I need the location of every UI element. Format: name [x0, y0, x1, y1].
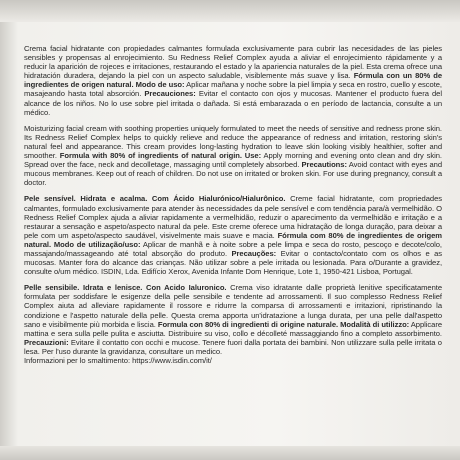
- paragraph-english: [24, 124, 442, 188]
- label-text-block: [24, 44, 442, 372]
- bold-span: Precauções:: [231, 248, 277, 258]
- text-span: Crema facial hidratante con propiedades calmantes formulada exclusivamente para cubrir las necesidades de las pieles sensibles y propensas al enrojecimiento. Su Redness Relief Complex ayuda a aliviar el enrojecimiento rápidamente y a reducir la aparición de rojeces e irritaciones, restaurando el estado y la apariencia naturales de la piel. Esta crema ofrece una hidratación duradera, dejando la piel con un aspecto saludable, visiblemente más suave y lisa.: [24, 44, 442, 81]
- bold-span: Precautions:: [301, 160, 347, 170]
- text-span: Evitare il contatto con occhi e mucose. Tenere fuori dalla portata dei bambini. Non utilizzare sulla pelle irritata o lesa. Per l'uso durante la gravidanza, consultare un medico.: [24, 337, 442, 356]
- text-span: Crema viso idratante dalle proprietà lenitive specificatamente formulata per soddisfare le esigenze della pelle sensibile e tendente ad arrossamenti. Il suo complesso Redness Relief Complex aiuta ad alleviare rapidamente il rossore e ridurre la comparsa di arrossamenti e irritazioni, ripristinando la condizione e l'aspetto naturale della pelle. Questa crema apporta un'idratazione a lunga durata, per una pelle dall'aspetto sano e visibilmente più morbida e liscia.: [24, 283, 442, 329]
- paragraph-italian: [24, 283, 442, 365]
- text-span: Apply morning and evening onto clean and dry skin. Spread over the face, neck and decolletage, massaging until completely absorbed.: [24, 151, 442, 170]
- text-span: Evitar el contacto con ojos y mucosas. Mantener el producto fuera del alcance de los niños. No lo use sobre piel irritada o dañada. Si está embarazada o en período de lactancia, consulte a un médico.: [24, 89, 442, 117]
- bold-span: Precauciones:: [144, 89, 196, 99]
- bold-span: Formula with 80% of ingredients of natural origin. Use:: [59, 151, 262, 161]
- text-span: Moisturizing facial cream with soothing properties uniquely formulated to meet the needs of sensitive and redness prone skin. Its Redness Relief Complex helps to quickly relieve and reduce the appearance of redness and irritation, restoring skin's natural feel and appearance. This cream provides long-lasting hydration to leave skin looking visibly healthier, softer and smoother.: [24, 123, 442, 161]
- bold-span: Pelle sensibile. Idrata e lenisce. Con Acido Ialuronico.: [24, 283, 227, 293]
- bold-span: Precauzioni:: [24, 337, 69, 347]
- bold-span: Fórmula com 80% de ingredientes de origem natural. Modo de utilização/uso:: [24, 230, 442, 249]
- paragraph-portuguese: [24, 194, 442, 276]
- text-span: Aplicar de manhã e à noite sobre a pele limpa e seca do rosto, pescoço e decote/colo, massajando/massageando até total absorção do produto.: [24, 239, 442, 258]
- text-span: Applicare mattina e sera sulla pelle pulita e asciutta. Distribuire su viso, collo e décolleté massaggiando fino a completo assorbimento.: [24, 319, 442, 338]
- bold-span: Formula con 80% di ingredienti di origine naturale. Modalità di utilizzo:: [157, 319, 410, 329]
- text-span: Creme facial hidratante, com propriedades calmantes, formulado exclusivamente para atender às necessidades da pele sensível e com tendência para/à vermelhidão. O Redness Relief Complex ajuda a aliviar rapidamente a vermelhidão, reduzir o aparecimento da vermelhidão e irritação e a restaurar a sensação e aspeto/aspecto natural da pele. Este creme oferece uma hidratação de longa duração, para deixar a pele com um aspeto/aspecto saudável, visivelmente mais suave e macia.: [24, 194, 442, 240]
- text-span: Aplicar mañana y noche sobre la piel limpia y seca en rostro, cuello y escote, masajeando hasta total absorción.: [24, 80, 442, 99]
- text-span: Avoid contact with eyes and mucous membranes. Keep out of reach of children. Do not use on irritated or broken skin. For use during pregnancy, consult a doctor.: [24, 160, 442, 188]
- text-span: Evitar o contacto/contato com os olhos e as mucosas. Manter fora do alcance das crianças. Não utilizar sobre a pele irritada ou lesionada. Para o/Durante a gravidez, consulte o/um médico. ISDIN, Lda. Edifício Xerox, Avenida Infante Dom Henrique, Lote 1, 1950-421 Lisboa, Portugal.: [24, 248, 442, 277]
- bold-span: Pele sensível. Hidrata e acalma. Com Ácido Hialurónico/Hialurônico.: [24, 194, 286, 204]
- paragraph-spanish: [24, 44, 442, 117]
- disposal-info: Informazioni per lo smaltimento: https://www.isdin.com/it/: [24, 356, 212, 365]
- bold-span: Fórmula con un 80% de ingredientes de origen natural. Modo de uso:: [24, 71, 442, 90]
